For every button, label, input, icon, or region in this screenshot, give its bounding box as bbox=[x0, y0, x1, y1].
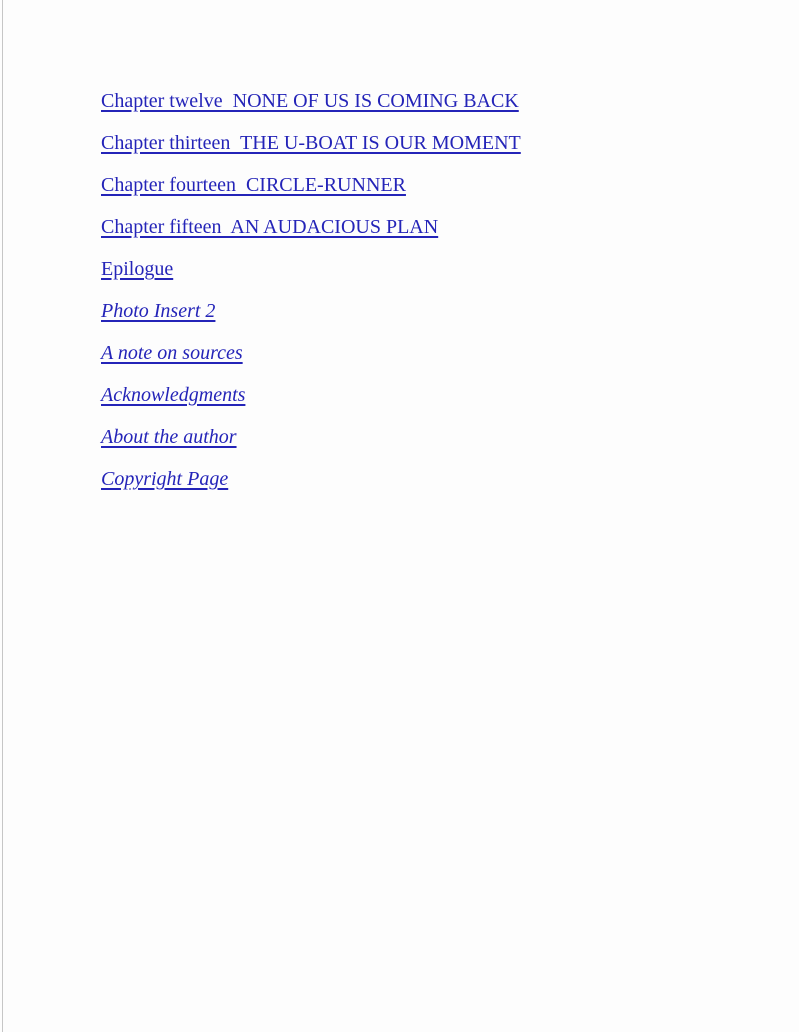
toc-row bbox=[101, 248, 759, 290]
toc-link[interactable]: About the author bbox=[101, 426, 237, 448]
toc-link[interactable]: Photo Insert 2 bbox=[101, 300, 216, 322]
toc-link[interactable]: Chapter twelve NONE OF US IS COMING BACK bbox=[101, 90, 519, 112]
toc-row bbox=[101, 122, 759, 164]
toc-row bbox=[101, 206, 759, 248]
toc-link[interactable]: Epilogue bbox=[101, 258, 174, 280]
page-edge-line bbox=[2, 0, 3, 1032]
table-of-contents bbox=[101, 80, 759, 500]
toc-row bbox=[101, 458, 759, 500]
toc-row bbox=[101, 290, 759, 332]
toc-link[interactable]: Copyright Page bbox=[101, 468, 229, 490]
toc-link[interactable]: Acknowledgments bbox=[101, 384, 246, 406]
toc-row bbox=[101, 416, 759, 458]
toc-link[interactable]: Chapter fourteen CIRCLE-RUNNER bbox=[101, 174, 406, 196]
toc-row bbox=[101, 80, 759, 122]
toc-row bbox=[101, 164, 759, 206]
toc-row bbox=[101, 332, 759, 374]
toc-row bbox=[101, 374, 759, 416]
toc-link[interactable]: Chapter fifteen AN AUDACIOUS PLAN bbox=[101, 216, 439, 238]
toc-link[interactable]: A note on sources bbox=[101, 342, 243, 364]
toc-link[interactable]: Chapter thirteen THE U-BOAT IS OUR MOMENT bbox=[101, 132, 521, 154]
